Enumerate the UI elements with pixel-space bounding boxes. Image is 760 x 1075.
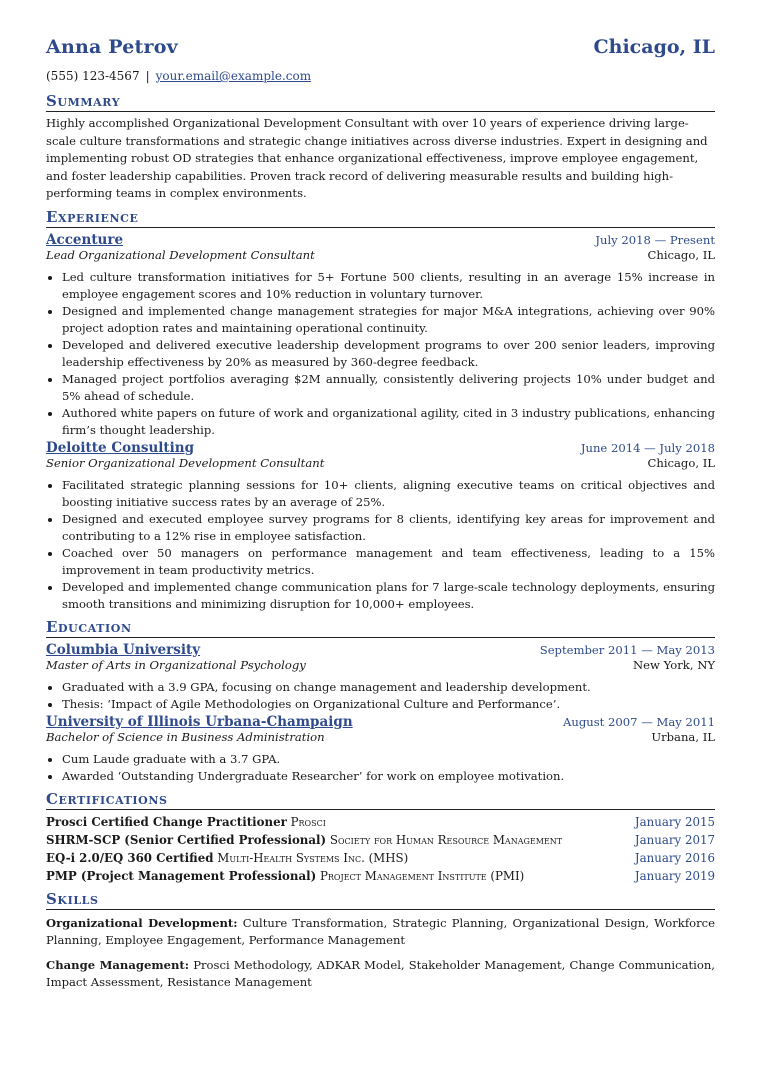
skill-category: Change Management: [46,957,190,972]
resume-page [46,36,715,992]
bullet-item: • Facilitated strategic planning sessions for 10+ clients, aligning executive teams on critical objectives and boosting initiative success rates by an average of 25%. [62,477,715,511]
bullet-item: • Developed and delivered executive leadership development programs to over 200 senior leaders, improving leadership effectiveness by 20% as measured by 360-degree feedback. [62,337,715,371]
certification-date: January 2015 [634,814,715,829]
bullet-list [46,679,715,713]
summary-heading: Summary [46,93,715,112]
certification-date: January 2019 [634,868,715,883]
school-name[interactable]: Columbia University [46,641,201,658]
education-heading: Education [46,619,715,638]
bullet-item: • Designed and implemented change management strategies for major M&A integrations, achieving over 90% project adoption rates and maintaining operational continuity. [62,303,715,337]
certification-issuer: Prosci [290,814,326,829]
skill-category: Organizational Development: [46,915,238,930]
skill-items: Culture Transformation, Strategic Planning, Organizational Design, Workforce Planning, Employee Engagement, Performance Management [46,915,715,947]
certification-name: PMP (Project Management Professional) [46,868,317,883]
experience-entry [46,232,715,439]
resume-header [46,36,715,66]
bullet-item: • Graduated with a 3.9 GPA, focusing on change management and leadership development. [62,679,715,696]
job-title: Lead Organizational Development Consultant [46,247,315,262]
certification-row [46,849,715,867]
summary-text: Highly accomplished Organizational Development Consultant with over 10 years of experience driving large-scale culture transformations and strategic change initiatives across diverse industries. Expert in designing and implementing robust OD strategies that enhance organizational effectiveness, improve employee engagement, and foster leadership capabilities. Proven track record of delivering measurable results and building high-performing teams in complex environments. [46,116,708,200]
skills-heading: Skills [46,891,715,910]
job-location: Chicago, IL [647,247,715,262]
certification-issuer: Multi-Health Systems Inc. (MHS) [217,850,409,865]
email-link[interactable]: your.email@example.com [155,69,312,83]
employment-dates: July 2018 — Present [595,232,715,247]
bullet-item: • Developed and implemented change communication plans for 7 large-scale technology deployments, ensuring smooth transitions and minimizing disruption for 10,000+ employees. [62,579,715,613]
education-entry [46,642,715,713]
employer-name[interactable]: Deloitte Consulting [46,439,195,456]
certification-issuer: Project Management Institute (PMI) [319,868,525,883]
school-location: Urbana, IL [651,729,715,744]
bullet-item: • Coached over 50 managers on performance management and team effectiveness, leading to a 15% improvement in team productivity metrics. [62,545,715,579]
certification-date: January 2017 [634,832,715,847]
bullet-list [46,751,715,785]
skill-group [46,957,715,992]
certification-list [46,813,715,885]
certification-name: SHRM-SCP (Senior Certified Professional) [46,832,327,847]
employment-dates: June 2014 — July 2018 [580,440,715,455]
bullet-item: • Managed project portfolios averaging $2M annually, consistently delivering projects 10% under budget and 5% ahead of schedule. [62,371,715,405]
bullet-item: • Authored white papers on future of work and organizational agility, cited in 3 industry publications, enhancing firm’s thought leadership. [62,405,715,439]
certification-row [46,867,715,885]
school-name[interactable]: University of Illinois Urbana-Champaign [46,713,353,730]
candidate-name: Anna Petrov [46,36,178,58]
skill-group [46,915,715,950]
education-dates: September 2011 — May 2013 [539,642,715,657]
bullet-item: • Thesis: ‘Impact of Agile Methodologies on Organizational Culture and Performance’. [62,696,715,713]
bullet-list [46,269,715,439]
degree-name: Master of Arts in Organizational Psychology [46,657,306,672]
certification-row [46,813,715,831]
bullet-item: • Awarded ‘Outstanding Undergraduate Researcher’ for work on employee motivation. [62,768,715,785]
school-location: New York, NY [633,657,715,672]
certification-name: Prosci Certified Change Practitioner [46,814,287,829]
certification-date: January 2016 [634,850,715,865]
certification-issuer: Society for Human Resource Management [329,832,563,847]
bullet-list [46,477,715,613]
bullet-item: • Designed and executed employee survey programs for 8 clients, identifying key areas for improvement and contributing to a 12% rise in employee satisfaction. [62,511,715,545]
skill-items: Prosci Methodology, ADKAR Model, Stakeholder Management, Change Communication, Impact Assessment, Resistance Management [46,957,715,989]
employer-name[interactable]: Accenture [46,231,124,248]
education-entry [46,714,715,785]
job-location: Chicago, IL [647,455,715,470]
certification-name: EQ-i 2.0/EQ 360 Certified [46,850,214,865]
job-title: Senior Organizational Development Consultant [46,455,325,470]
phone-number: (555) 123-4567 [46,69,140,83]
certification-row [46,831,715,849]
bullet-item: • Led culture transformation initiatives for 5+ Fortune 500 clients, resulting in an average 15% increase in employee engagement scores and 10% reduction in voluntary turnover. [62,269,715,303]
contact-separator: | [145,69,150,83]
candidate-location: Chicago, IL [593,36,715,58]
bullet-item: • Cum Laude graduate with a 3.7 GPA. [62,751,715,768]
contact-line [46,69,715,87]
experience-heading: Experience [46,209,715,228]
experience-entry [46,440,715,613]
education-dates: August 2007 — May 2011 [562,714,715,729]
degree-name: Bachelor of Science in Business Administration [46,729,325,744]
certifications-heading: Certifications [46,791,715,810]
